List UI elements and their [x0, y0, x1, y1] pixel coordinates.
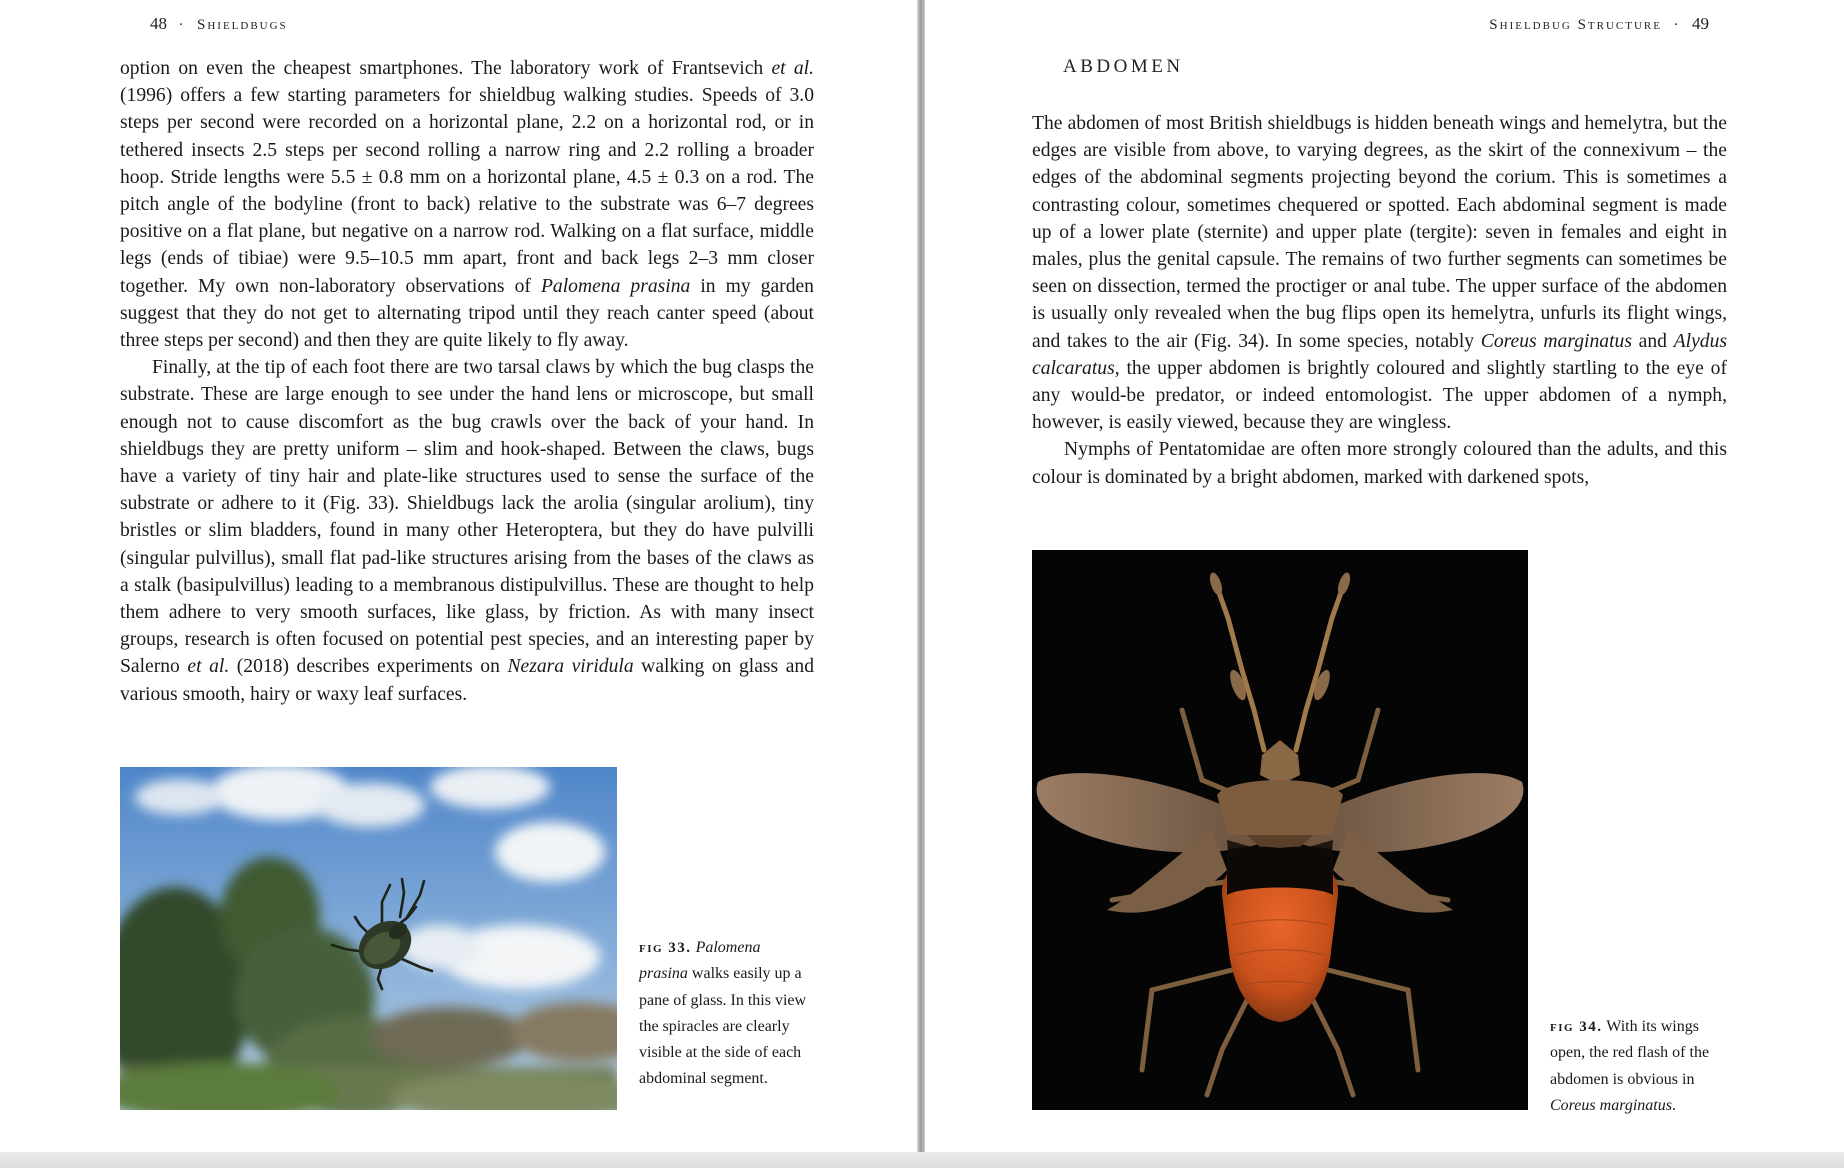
fig33-caption [639, 935, 809, 1093]
right-paragraph-2: Nymphs of Pentatomidae are often more strongly coloured than the adults, and this colour is dominated by a bright abdomen, marked with darkened spots, [1032, 439, 1727, 488]
left-paragraph-2: Finally, at the tip of each foot there are two tarsal claws by which the bug clasps the substrate. These are large enough to see under the hand lens or microscope, but small enough not to cause discomfort as the bug crawls over the back of your hand. In shieldbugs they are pretty uniform – slim and hook-shaped. Between the claws, bugs have a variety of tiny hair and plate-like structures used to sense the surface of the substrate or adhere to it (Fig. 33). Shieldbugs lack the arolia (singular arolium), tiny bristles or slim bladders, found in many other Heteroptera, but they do have pulvilli (singular pulvillus), small flat pad-like structures arising from the bases of the claws as a stalk (basipulvillus) leading to a membranous distipulvillus. These are thought to help them adhere to very smooth surfaces, like glass, by friction. As with many insect groups, research is often focused on potential pest species, and an interesting paper by Salerno et al. (2018) describes experiments on Nezara viridula walking on glass and various smooth, hairy or waxy leaf surfaces. [120, 357, 814, 705]
italic-term: Coreus marginatus [1480, 330, 1632, 352]
left-paragraph-1: option on even the cheapest smartphones. The laboratory work of Frantsevich et al. (1996) offers a few starting parameters for shieldbug walking studies. Speeds of 3.0 steps per second were recorded on a horizontal plane, 2.2 on a horizontal rod, or in tethered insects 2.5 steps per second rolling a narrow ring and 2.2 rolling a broader hoop. Stride lengths were 5.5 ± 0.8 mm on a horizontal plane, 4.5 ± 0.3 on a rod. The pitch angle of the bodyline (front to back) relative to the substrate was 6–7 degrees positive on a flat plane, but negative on a narrow rod. Walking on a flat surface, middle legs (ends of tibiae) were 9.5–10.5 mm apart, front and back legs 2–3 mm closer together. My own non-laboratory observations of Palomena prasina in my garden suggest that they do not get to alternating tripod until they reach canter speed (about three steps per second) and then they are quite likely to fly away. [120, 58, 814, 352]
fig34-photo [1032, 550, 1528, 1110]
italic-term: Alydus calcaratus [1032, 330, 1728, 379]
right-paragraph-1: The abdomen of most British shieldbugs is hidden beneath wings and hemelytra, but the edges are visible from above, to varying degrees, as the skirt of the connexivum – the edges of the abdominal segments projecting beyond the corium. This is sometimes a contrasting colour, sometimes chequered or spotted. Each abdominal segment is made up of a lower plate (sternite) and upper plate (tergite): seven in females and eight in males, plus the genital capsule. The remains of two further segments can sometimes be seen on dissection, termed the proctiger or anal tube. The upper surface of the abdomen is usually only revealed when the bug flips open its hemelytra, unfurls its flight wings, and takes to the air (Fig. 34). In some species, notably Coreus marginatus and Alydus calcaratus, the upper abdomen is brightly coloured and slightly startling to the eye of any would-be predator, or indeed entomologist. The upper abdomen of a nymph, however, is easily viewed, because they are wingless. [1032, 113, 1728, 434]
left-page-number: 48 [150, 14, 167, 33]
right-head-title: Shieldbug Structure [1489, 17, 1662, 33]
fig34-illustration [1032, 550, 1528, 1110]
italic-term: Palomena prasina [639, 939, 761, 983]
italic-term: et al. [187, 656, 230, 678]
book-gutter [917, 0, 925, 1168]
fig34-label: fig 34. [1550, 1019, 1603, 1035]
italic-term: Palomena prasina [540, 275, 691, 297]
italic-term: Coreus marginatus [1550, 1096, 1672, 1114]
left-head-separator: · [178, 17, 186, 33]
left-body-text [120, 55, 814, 708]
right-head-separator: · [1673, 17, 1681, 33]
left-running-head [150, 14, 288, 34]
right-page-number: 49 [1692, 14, 1709, 33]
fig33-label: fig 33. [639, 940, 692, 956]
fig34-caption-text: With its wings open, the red flash of the abdomen is obvious in Coreus marginatus. [1550, 1018, 1710, 1114]
fig33-photo [120, 767, 617, 1110]
italic-term: Nezara viridula [507, 656, 634, 678]
fig33-caption-text: Palomena prasina walks easily up a pane of glass. In this view the spiracles are clearly visible at the side of each abdominal segment. [639, 939, 807, 1088]
right-running-head [1489, 14, 1709, 34]
right-body-text [1032, 110, 1727, 491]
bottom-edge [0, 1152, 1844, 1168]
fig33-illustration [120, 767, 617, 1110]
section-heading-abdomen: ABDOMEN [1063, 56, 1184, 77]
italic-term: et al. [771, 58, 814, 79]
fig34-caption [1550, 1014, 1735, 1119]
left-head-title: Shieldbugs [197, 17, 288, 33]
